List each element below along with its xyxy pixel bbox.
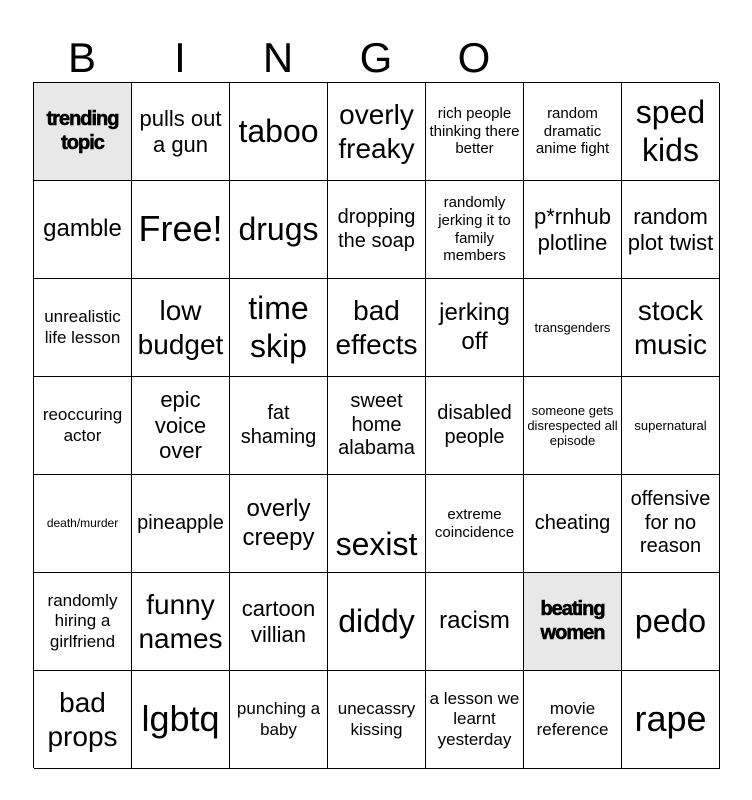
bingo-cell[interactable] bbox=[426, 181, 524, 279]
bingo-cell[interactable] bbox=[426, 671, 524, 769]
header-spacer bbox=[523, 34, 621, 82]
cell-text: death/murder bbox=[46, 516, 119, 531]
cell-text: fat shaming bbox=[240, 401, 317, 448]
header-letter-n: N bbox=[262, 34, 294, 81]
bingo-cell[interactable] bbox=[328, 475, 426, 573]
bingo-cell[interactable] bbox=[426, 573, 524, 671]
bingo-cell[interactable] bbox=[132, 573, 230, 671]
cell-text: cheating bbox=[534, 511, 611, 534]
cell-text: dropping the soap bbox=[337, 205, 416, 252]
bingo-cell[interactable] bbox=[328, 377, 426, 475]
bingo-card bbox=[33, 82, 719, 768]
header-letter-o: O bbox=[457, 34, 491, 81]
cell-text: sped kids bbox=[635, 93, 706, 168]
header-letter-b: B bbox=[67, 34, 96, 81]
bingo-cell[interactable] bbox=[524, 671, 622, 769]
bingo-cell[interactable] bbox=[328, 573, 426, 671]
bingo-cell[interactable] bbox=[328, 181, 426, 279]
cell-text: sweet home alabama bbox=[338, 390, 415, 460]
bingo-cell[interactable] bbox=[622, 181, 720, 279]
bingo-cell[interactable] bbox=[622, 279, 720, 377]
cell-text: cartoon villian bbox=[241, 595, 316, 647]
bingo-cell[interactable] bbox=[34, 279, 132, 377]
bingo-cell[interactable] bbox=[132, 475, 230, 573]
bingo-cell[interactable] bbox=[328, 279, 426, 377]
cell-text: epic voice over bbox=[154, 386, 207, 464]
cell-text: pineapple bbox=[137, 511, 224, 534]
bingo-cell[interactable] bbox=[328, 83, 426, 181]
bingo-cell[interactable] bbox=[34, 83, 132, 181]
cell-text: random dramatic anime fight bbox=[535, 104, 610, 158]
bingo-cell[interactable] bbox=[132, 279, 230, 377]
cell-text: overly freaky bbox=[338, 99, 415, 164]
cell-text: p*rnhub plotline bbox=[533, 203, 612, 255]
cell-text: unecassry kissing bbox=[337, 699, 416, 739]
cell-text: reoccuring actor bbox=[42, 405, 123, 445]
cell-text: low budget bbox=[137, 295, 224, 360]
cell-text: gamble bbox=[43, 215, 122, 243]
header-spacer bbox=[621, 34, 719, 82]
cell-text: trending topic bbox=[46, 107, 119, 154]
cell-text: rich people thinking there better bbox=[429, 104, 520, 158]
cell-text: bad effects bbox=[335, 295, 418, 360]
bingo-cell[interactable] bbox=[34, 377, 132, 475]
cell-text: pedo bbox=[634, 602, 707, 639]
bingo-cell[interactable] bbox=[622, 377, 720, 475]
bingo-cell[interactable] bbox=[230, 181, 328, 279]
bingo-header bbox=[33, 34, 719, 82]
cell-text: drugs bbox=[238, 210, 319, 247]
bingo-cell[interactable] bbox=[132, 181, 230, 279]
bingo-cell[interactable] bbox=[524, 83, 622, 181]
cell-text: random plot twist bbox=[627, 203, 714, 255]
bingo-cell[interactable] bbox=[34, 573, 132, 671]
bingo-cell[interactable] bbox=[524, 573, 622, 671]
cell-text: bad props bbox=[47, 687, 118, 752]
bingo-cell[interactable] bbox=[34, 181, 132, 279]
bingo-cell[interactable] bbox=[132, 377, 230, 475]
cell-text: racism bbox=[439, 607, 510, 635]
cell-text: movie reference bbox=[536, 699, 609, 739]
cell-text: supernatural bbox=[634, 417, 707, 433]
bingo-cell[interactable] bbox=[524, 181, 622, 279]
bingo-cell[interactable] bbox=[426, 475, 524, 573]
bingo-cell[interactable] bbox=[622, 671, 720, 769]
cell-text: stock music bbox=[633, 295, 708, 360]
bingo-cell[interactable] bbox=[34, 671, 132, 769]
bingo-cell[interactable] bbox=[230, 573, 328, 671]
bingo-cell[interactable] bbox=[524, 377, 622, 475]
cell-text: unrealistic life lesson bbox=[44, 307, 121, 347]
header-letter-g: G bbox=[359, 34, 393, 81]
cell-text: transgenders bbox=[534, 319, 611, 335]
bingo-cell[interactable] bbox=[34, 475, 132, 573]
cell-text: extreme coincidence bbox=[434, 505, 515, 541]
cell-text: sexist bbox=[335, 525, 418, 562]
cell-text: rape bbox=[634, 698, 707, 740]
cell-text: Free! bbox=[138, 208, 223, 250]
bingo-cell[interactable] bbox=[524, 279, 622, 377]
cell-text: funny names bbox=[138, 589, 223, 654]
cell-text: randomly jerking it to family members bbox=[438, 194, 511, 265]
bingo-cell[interactable] bbox=[622, 83, 720, 181]
cell-text: overly creepy bbox=[242, 495, 315, 551]
bingo-cell[interactable] bbox=[328, 671, 426, 769]
cell-text: randomly hiring a girlfriend bbox=[47, 591, 118, 651]
bingo-cell[interactable] bbox=[132, 671, 230, 769]
bingo-cell[interactable] bbox=[132, 83, 230, 181]
bingo-cell[interactable] bbox=[622, 573, 720, 671]
cell-text: someone gets disrespected all episode bbox=[527, 402, 618, 449]
bingo-cell[interactable] bbox=[230, 671, 328, 769]
cell-text: diddy bbox=[338, 602, 415, 639]
bingo-cell[interactable] bbox=[426, 377, 524, 475]
cell-text: disabled people bbox=[437, 401, 512, 448]
cell-text: offensive for no reason bbox=[630, 488, 711, 558]
cell-text: time skip bbox=[248, 289, 309, 364]
bingo-cell[interactable] bbox=[622, 475, 720, 573]
cell-text: a lesson we learnt yesterday bbox=[429, 689, 520, 749]
bingo-cell[interactable] bbox=[230, 377, 328, 475]
bingo-cell[interactable] bbox=[230, 475, 328, 573]
bingo-cell[interactable] bbox=[524, 475, 622, 573]
header-letter-i: I bbox=[174, 34, 186, 81]
cell-text: beating women bbox=[540, 597, 605, 644]
bingo-cell[interactable] bbox=[426, 279, 524, 377]
cell-text: pulls out a gun bbox=[139, 105, 222, 157]
cell-text: jerking off bbox=[439, 299, 510, 355]
bingo-cell[interactable] bbox=[230, 83, 328, 181]
cell-text: lgbtq bbox=[141, 698, 220, 740]
bingo-cell[interactable] bbox=[230, 279, 328, 377]
bingo-cell[interactable] bbox=[426, 83, 524, 181]
cell-text: taboo bbox=[238, 112, 319, 149]
cell-text: punching a baby bbox=[236, 699, 321, 739]
